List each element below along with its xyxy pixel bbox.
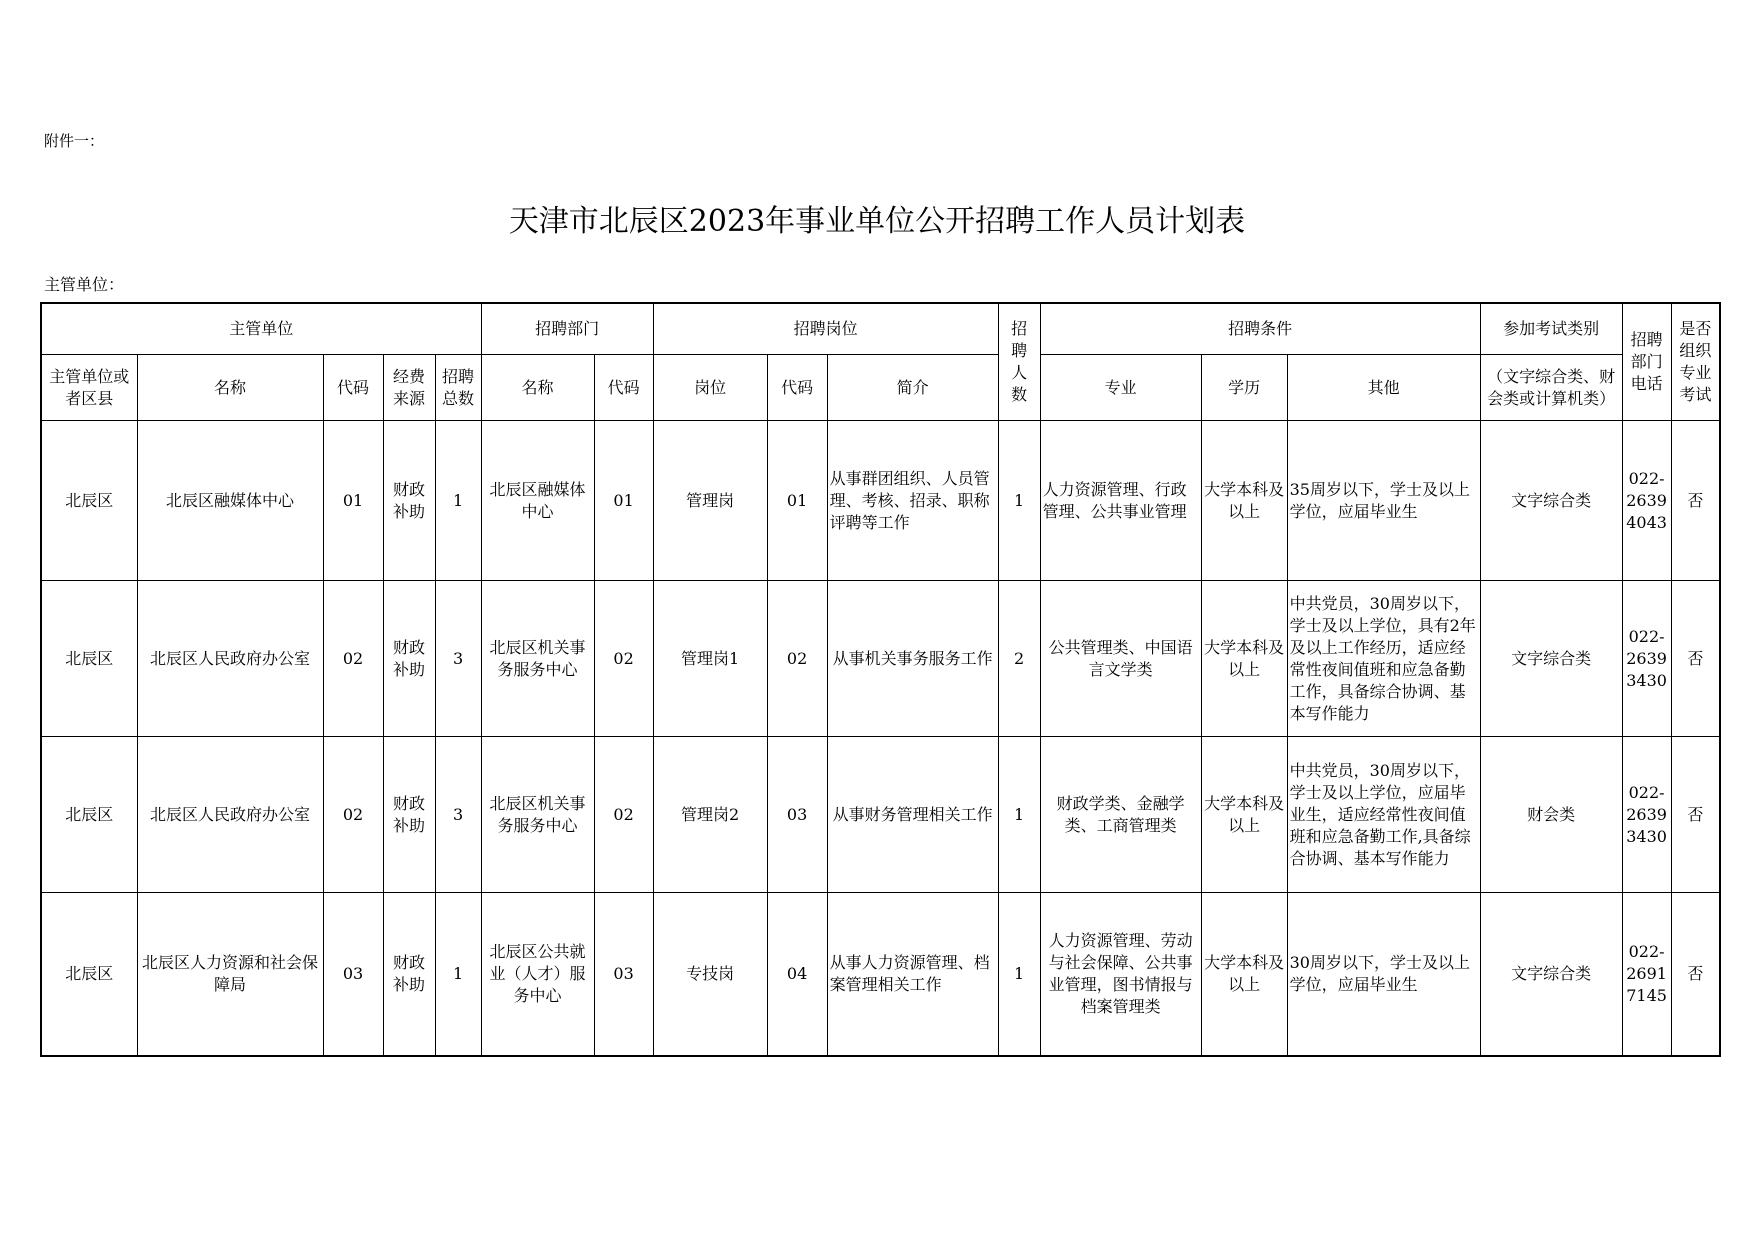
cell-total: 3 [435, 581, 481, 737]
cell-exam: 财会类 [1480, 737, 1622, 893]
cell-exam: 文字综合类 [1480, 581, 1622, 737]
cell-count: 1 [998, 421, 1040, 581]
cell-post-desc: 从事人力资源管理、档案管理相关工作 [827, 893, 998, 1057]
cell-funding: 财政补助 [383, 737, 435, 893]
header-group-dept: 招聘部门 [481, 303, 653, 355]
header-post-code: 代码 [767, 355, 827, 421]
cell-other: 35周岁以下，学士及以上学位，应届毕业生 [1287, 421, 1480, 581]
cell-major: 人力资源管理、行政管理、公共事业管理 [1040, 421, 1201, 581]
cell-post: 专技岗 [653, 893, 767, 1057]
cell-dept-code: 01 [594, 421, 653, 581]
cell-funding: 财政补助 [383, 421, 435, 581]
cell-sup-code: 02 [323, 737, 383, 893]
cell-dept-code: 03 [594, 893, 653, 1057]
cell-funding: 财政补助 [383, 581, 435, 737]
cell-education: 大学本科及以上 [1201, 893, 1287, 1057]
cell-pro-exam: 否 [1671, 581, 1720, 737]
header-sup-name: 名称 [137, 355, 323, 421]
cell-phone: 022-26917145 [1622, 893, 1671, 1057]
table-row [41, 893, 1720, 1057]
header-major: 专业 [1040, 355, 1201, 421]
cell-area: 北辰区 [41, 581, 137, 737]
cell-pro-exam: 否 [1671, 737, 1720, 893]
header-other: 其他 [1287, 355, 1480, 421]
header-dept-name: 名称 [481, 355, 594, 421]
cell-total: 1 [435, 421, 481, 581]
recruitment-plan-table [40, 302, 1721, 1057]
header-sup-area: 主管单位或者区县 [41, 355, 137, 421]
header-exam-sub: （文字综合类、财会类或计算机类） [1480, 355, 1622, 421]
cell-post-desc: 从事机关事务服务工作 [827, 581, 998, 737]
cell-count: 1 [998, 893, 1040, 1057]
cell-post-code: 02 [767, 581, 827, 737]
header-education: 学历 [1201, 355, 1287, 421]
cell-post: 管理岗1 [653, 581, 767, 737]
cell-sup-name: 北辰区人力资源和社会保障局 [137, 893, 323, 1057]
header-post-desc: 简介 [827, 355, 998, 421]
table-row [41, 421, 1720, 581]
supervisor-label: 主管单位： [44, 275, 125, 294]
header-dept-code: 代码 [594, 355, 653, 421]
cell-major: 人力资源管理、劳动与社会保障、公共事业管理，图书情报与档案管理类 [1040, 893, 1201, 1057]
page-title: 天津市北辰区2023年事业单位公开招聘工作人员计划表 [508, 204, 1246, 239]
cell-sup-name: 北辰区融媒体中心 [137, 421, 323, 581]
cell-education: 大学本科及以上 [1201, 421, 1287, 581]
header-post: 岗位 [653, 355, 767, 421]
cell-exam: 文字综合类 [1480, 893, 1622, 1057]
cell-post-code: 04 [767, 893, 827, 1057]
cell-sup-name: 北辰区人民政府办公室 [137, 737, 323, 893]
cell-sup-code: 03 [323, 893, 383, 1057]
cell-funding: 财政补助 [383, 893, 435, 1057]
cell-education: 大学本科及以上 [1201, 581, 1287, 737]
cell-total: 1 [435, 893, 481, 1057]
cell-area: 北辰区 [41, 893, 137, 1057]
cell-count: 1 [998, 737, 1040, 893]
cell-post-desc: 从事群团组织、人员管理、考核、招录、职称评聘等工作 [827, 421, 998, 581]
header-group-conditions: 招聘条件 [1040, 303, 1480, 355]
header-group-supervisor: 主管单位 [41, 303, 481, 355]
cell-dept-code: 02 [594, 581, 653, 737]
cell-major: 财政学类、金融学类、工商管理类 [1040, 737, 1201, 893]
cell-post-desc: 从事财务管理相关工作 [827, 737, 998, 893]
cell-area: 北辰区 [41, 421, 137, 581]
cell-education: 大学本科及以上 [1201, 737, 1287, 893]
cell-sup-name: 北辰区人民政府办公室 [137, 581, 323, 737]
cell-phone: 022-26394043 [1622, 421, 1671, 581]
cell-total: 3 [435, 737, 481, 893]
table-row [41, 581, 1720, 737]
cell-post-code: 01 [767, 421, 827, 581]
cell-pro-exam: 否 [1671, 421, 1720, 581]
cell-dept-name: 北辰区公共就业（人才）服务中心 [481, 893, 594, 1057]
cell-sup-code: 01 [323, 421, 383, 581]
cell-major: 公共管理类、中国语言文学类 [1040, 581, 1201, 737]
header-recruit-count: 招聘人数 [998, 303, 1040, 421]
cell-dept-name: 北辰区融媒体中心 [481, 421, 594, 581]
header-sup-code: 代码 [323, 355, 383, 421]
header-row-1 [41, 303, 1720, 355]
cell-area: 北辰区 [41, 737, 137, 893]
cell-dept-code: 02 [594, 737, 653, 893]
cell-phone: 022-26393430 [1622, 737, 1671, 893]
cell-dept-name: 北辰区机关事务服务中心 [481, 581, 594, 737]
cell-post: 管理岗 [653, 421, 767, 581]
cell-other: 30周岁以下，学士及以上学位，应届毕业生 [1287, 893, 1480, 1057]
table-row [41, 737, 1720, 893]
cell-phone: 022-26393430 [1622, 581, 1671, 737]
cell-sup-code: 02 [323, 581, 383, 737]
header-funding: 经费来源 [383, 355, 435, 421]
cell-post-code: 03 [767, 737, 827, 893]
cell-other: 中共党员，30周岁以下，学士及以上学位，具有2年及以上工作经历，适应经常性夜间值班和应急备勤工作，具备综合协调、基本写作能力 [1287, 581, 1480, 737]
header-exam-category: 参加考试类别 [1480, 303, 1622, 355]
cell-post: 管理岗2 [653, 737, 767, 893]
header-row-2 [41, 355, 1720, 421]
cell-count: 2 [998, 581, 1040, 737]
attachment-label: 附件一： [44, 132, 105, 150]
header-professional-exam: 是否组织专业考试 [1671, 303, 1720, 421]
header-total: 招聘总数 [435, 355, 481, 421]
header-group-post: 招聘岗位 [653, 303, 998, 355]
header-phone: 招聘部门电话 [1622, 303, 1671, 421]
cell-other: 中共党员，30周岁以下，学士及以上学位，应届毕业生，适应经常性夜间值班和应急备勤工作,具备综合协调、基本写作能力 [1287, 737, 1480, 893]
cell-dept-name: 北辰区机关事务服务中心 [481, 737, 594, 893]
cell-exam: 文字综合类 [1480, 421, 1622, 581]
cell-pro-exam: 否 [1671, 893, 1720, 1057]
